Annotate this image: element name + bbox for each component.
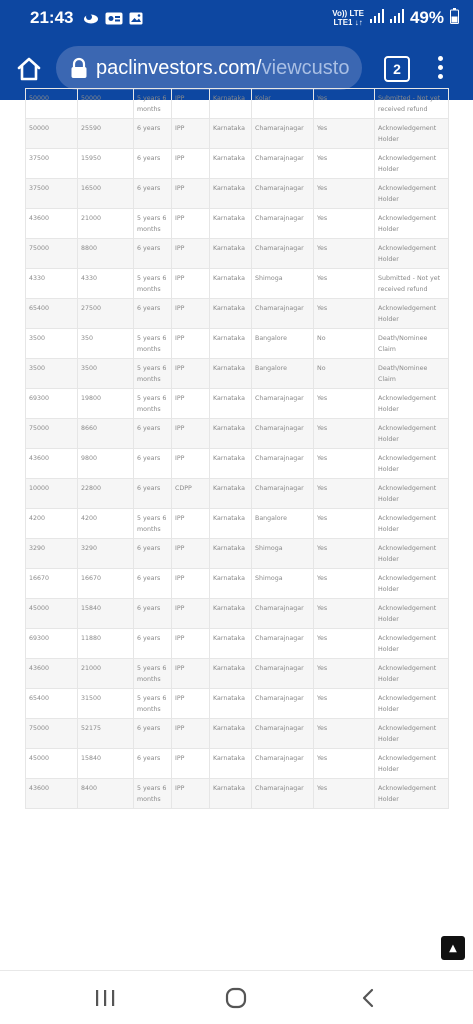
table-cell-col-paid: 21000 [78, 209, 134, 239]
table-cell-col-district: Chamarajnagar [252, 389, 314, 419]
table-cell-col-amount: 50000 [26, 89, 78, 119]
table-cell-col-scheme: IPP [172, 599, 210, 629]
table-row [26, 689, 449, 719]
table-cell-col-term: 5 years 6 months [134, 89, 172, 119]
network-label-top: Vo)) LTE [332, 9, 364, 18]
table-cell-col-term: 6 years [134, 599, 172, 629]
table-cell-col-term: 6 years [134, 119, 172, 149]
back-icon [355, 985, 383, 1011]
table-cell-col-paid: 31500 [78, 689, 134, 719]
table-cell-col-status-flag: Yes [314, 779, 375, 809]
arrow-up-icon: ▲ [449, 942, 457, 954]
signal-icon-2 [390, 9, 404, 28]
table-cell-col-state: Karnataka [210, 509, 252, 539]
table-cell-col-paid: 22800 [78, 479, 134, 509]
back-button[interactable] [355, 985, 383, 1011]
table-cell-col-paid: 4330 [78, 269, 134, 299]
table-cell-col-claim-status: Acknowledgement Holder [375, 539, 449, 569]
table-cell-col-term: 5 years 6 months [134, 359, 172, 389]
table-cell-col-amount: 65400 [26, 299, 78, 329]
table-cell-col-amount: 69300 [26, 629, 78, 659]
table-cell-col-status-flag: Yes [314, 749, 375, 779]
table-cell-col-term: 6 years [134, 629, 172, 659]
table-cell-col-term: 5 years 6 months [134, 689, 172, 719]
table-cell-col-claim-status: Acknowledgement Holder [375, 479, 449, 509]
table-cell-col-amount: 75000 [26, 719, 78, 749]
table-cell-col-status-flag: Yes [314, 629, 375, 659]
table-cell-col-term: 5 years 6 months [134, 779, 172, 809]
table-cell-col-state: Karnataka [210, 389, 252, 419]
table-cell-col-paid: 8800 [78, 239, 134, 269]
table-cell-col-scheme: IPP [172, 209, 210, 239]
table-cell-col-claim-status: Acknowledgement Holder [375, 779, 449, 809]
table-cell-col-claim-status: Acknowledgement Holder [375, 419, 449, 449]
table-cell-col-term: 6 years [134, 569, 172, 599]
table-cell-col-paid: 52175 [78, 719, 134, 749]
table-cell-col-state: Karnataka [210, 359, 252, 389]
table-cell-col-paid: 27500 [78, 299, 134, 329]
table-cell-col-paid: 4200 [78, 509, 134, 539]
page-content [0, 95, 473, 970]
table-row [26, 779, 449, 809]
table-row [26, 269, 449, 299]
url-bar[interactable] [56, 46, 362, 90]
scroll-to-top-button[interactable] [441, 936, 465, 960]
table-cell-col-district: Chamarajnagar [252, 299, 314, 329]
table-cell-col-state: Karnataka [210, 779, 252, 809]
table-cell-col-state: Karnataka [210, 329, 252, 359]
table-cell-col-state: Karnataka [210, 239, 252, 269]
table-cell-col-state: Karnataka [210, 209, 252, 239]
table-cell-col-status-flag: Yes [314, 689, 375, 719]
table-cell-col-scheme: IPP [172, 749, 210, 779]
table-cell-col-claim-status: Acknowledgement Holder [375, 629, 449, 659]
table-cell-col-district: Chamarajnagar [252, 209, 314, 239]
table-cell-col-term: 6 years [134, 749, 172, 779]
table-row [26, 299, 449, 329]
table-cell-col-state: Karnataka [210, 269, 252, 299]
table-cell-col-state: Karnataka [210, 659, 252, 689]
table-cell-col-claim-status: Acknowledgement Holder [375, 509, 449, 539]
overflow-menu-button[interactable] [432, 56, 448, 82]
table-cell-col-status-flag: Yes [314, 599, 375, 629]
table-cell-col-scheme: IPP [172, 299, 210, 329]
table-row [26, 209, 449, 239]
table-cell-col-scheme: IPP [172, 449, 210, 479]
table-cell-col-status-flag: Yes [314, 269, 375, 299]
table-cell-col-claim-status: Death/Nominee Claim [375, 329, 449, 359]
table-cell-col-scheme: IPP [172, 779, 210, 809]
table-cell-col-paid: 19800 [78, 389, 134, 419]
table-row [26, 629, 449, 659]
table-row [26, 569, 449, 599]
table-cell-col-claim-status: Acknowledgement Holder [375, 659, 449, 689]
gallery-icon [129, 12, 143, 25]
table-cell-col-status-flag: Yes [314, 119, 375, 149]
table-cell-col-claim-status: Acknowledgement Holder [375, 179, 449, 209]
table-cell-col-status-flag: Yes [314, 239, 375, 269]
table-cell-col-status-flag: Yes [314, 509, 375, 539]
table-cell-col-scheme: IPP [172, 179, 210, 209]
table-cell-col-term: 5 years 6 months [134, 389, 172, 419]
status-time: 21:43 [30, 8, 74, 27]
table-cell-col-amount: 4330 [26, 269, 78, 299]
table-cell-col-amount: 45000 [26, 749, 78, 779]
table-cell-col-claim-status: Acknowledgement Holder [375, 749, 449, 779]
table-row [26, 719, 449, 749]
table-cell-col-scheme: IPP [172, 149, 210, 179]
table-cell-col-paid: 350 [78, 329, 134, 359]
table-cell-col-amount: 65400 [26, 689, 78, 719]
table-cell-col-term: 5 years 6 months [134, 659, 172, 689]
table-row [26, 149, 449, 179]
table-cell-col-paid: 21000 [78, 659, 134, 689]
table-cell-col-state: Karnataka [210, 419, 252, 449]
table-cell-col-paid: 15840 [78, 749, 134, 779]
table-cell-col-scheme: IPP [172, 509, 210, 539]
table-cell-col-district: Chamarajnagar [252, 689, 314, 719]
table-row [26, 389, 449, 419]
url-path: viewcusto [261, 56, 350, 79]
tab-count: 2 [393, 61, 401, 77]
table-cell-col-status-flag: Yes [314, 149, 375, 179]
table-cell-col-amount: 16670 [26, 569, 78, 599]
table-cell-col-state: Karnataka [210, 599, 252, 629]
navigation-bar [0, 970, 473, 1024]
table-cell-col-amount: 10000 [26, 479, 78, 509]
network-label [332, 9, 364, 27]
table-cell-col-scheme: IPP [172, 119, 210, 149]
table-cell-col-status-flag: Yes [314, 209, 375, 239]
table-cell-col-term: 6 years [134, 239, 172, 269]
table-cell-col-state: Karnataka [210, 569, 252, 599]
table-cell-col-term: 6 years [134, 149, 172, 179]
table-cell-col-term: 6 years [134, 419, 172, 449]
recents-button[interactable] [91, 985, 119, 1011]
table-cell-col-scheme: IPP [172, 269, 210, 299]
network-label-bottom: LTE1 ↓↑ [333, 18, 363, 27]
cloud-icon [83, 12, 99, 24]
table-row [26, 479, 449, 509]
table-cell-col-claim-status: Acknowledgement Holder [375, 149, 449, 179]
table-cell-col-amount: 37500 [26, 149, 78, 179]
home-button[interactable] [14, 54, 44, 84]
table-cell-col-status-flag: Yes [314, 659, 375, 689]
table-cell-col-district: Shimoga [252, 569, 314, 599]
table-cell-col-term: 6 years [134, 719, 172, 749]
table-cell-col-district: Bangalore [252, 359, 314, 389]
table-cell-col-state: Karnataka [210, 479, 252, 509]
table-cell-col-term: 5 years 6 months [134, 269, 172, 299]
table-cell-col-district: Chamarajnagar [252, 629, 314, 659]
status-bar [0, 0, 473, 36]
table-cell-col-claim-status: Acknowledgement Holder [375, 689, 449, 719]
table-cell-col-status-flag: Yes [314, 569, 375, 599]
table-cell-col-paid: 11880 [78, 629, 134, 659]
table-cell-col-scheme: IPP [172, 569, 210, 599]
table-cell-col-claim-status: Acknowledgement Holder [375, 239, 449, 269]
table-row [26, 749, 449, 779]
table-row [26, 539, 449, 569]
home-circle-icon [222, 985, 250, 1011]
home-icon [14, 54, 44, 84]
table-cell-col-district: Chamarajnagar [252, 239, 314, 269]
table-cell-col-amount: 43600 [26, 779, 78, 809]
table-cell-col-district: Chamarajnagar [252, 449, 314, 479]
table-cell-col-state: Karnataka [210, 539, 252, 569]
table-cell-col-district: Chamarajnagar [252, 149, 314, 179]
table-cell-col-term: 6 years [134, 179, 172, 209]
table-cell-col-status-flag: No [314, 359, 375, 389]
table-row [26, 449, 449, 479]
more-vert-icon [432, 56, 448, 79]
table-cell-col-scheme: IPP [172, 239, 210, 269]
table-cell-col-paid: 16500 [78, 179, 134, 209]
table-cell-col-status-flag: Yes [314, 719, 375, 749]
table-cell-col-state: Karnataka [210, 149, 252, 179]
table-cell-col-paid: 25590 [78, 119, 134, 149]
table-cell-col-scheme: IPP [172, 719, 210, 749]
table-cell-col-scheme: IPP [172, 89, 210, 119]
tab-switcher-button[interactable] [384, 56, 410, 82]
table-cell-col-amount: 37500 [26, 179, 78, 209]
table-cell-col-paid: 3290 [78, 539, 134, 569]
table-cell-col-scheme: CDPP [172, 479, 210, 509]
table-cell-col-amount: 43600 [26, 449, 78, 479]
table-cell-col-term: 6 years [134, 479, 172, 509]
table-cell-col-status-flag: Yes [314, 479, 375, 509]
table-cell-col-state: Karnataka [210, 89, 252, 119]
table-cell-col-amount: 4200 [26, 509, 78, 539]
table-row [26, 89, 449, 119]
table-cell-col-claim-status: Death/Nominee Claim [375, 359, 449, 389]
table-cell-col-claim-status: Acknowledgement Holder [375, 389, 449, 419]
table-cell-col-state: Karnataka [210, 689, 252, 719]
table-cell-col-district: Shimoga [252, 539, 314, 569]
table-cell-col-status-flag: Yes [314, 299, 375, 329]
table-cell-col-amount: 43600 [26, 659, 78, 689]
table-cell-col-district: Chamarajnagar [252, 179, 314, 209]
table-cell-col-district: Chamarajnagar [252, 659, 314, 689]
table-cell-col-amount: 3500 [26, 329, 78, 359]
table-cell-col-paid: 8400 [78, 779, 134, 809]
table-cell-col-district: Chamarajnagar [252, 599, 314, 629]
table-cell-col-status-flag: No [314, 329, 375, 359]
table-cell-col-term: 5 years 6 months [134, 509, 172, 539]
url-text [96, 57, 349, 80]
table-cell-col-status-flag: Yes [314, 449, 375, 479]
table-cell-col-status-flag: Yes [314, 419, 375, 449]
table-cell-col-scheme: IPP [172, 419, 210, 449]
table-cell-col-amount: 69300 [26, 389, 78, 419]
table-cell-col-claim-status: Acknowledgement Holder [375, 719, 449, 749]
table-cell-col-paid: 15950 [78, 149, 134, 179]
table-row [26, 359, 449, 389]
notification-icon [105, 12, 123, 25]
table-cell-col-district: Shimoga [252, 269, 314, 299]
battery-level: 49% [409, 8, 444, 27]
table-cell-col-claim-status: Acknowledgement Holder [375, 449, 449, 479]
table-cell-col-paid: 16670 [78, 569, 134, 599]
table-cell-col-amount: 3500 [26, 359, 78, 389]
table-cell-col-paid: 50000 [78, 89, 134, 119]
url-host: paclinvestors.com/ [96, 56, 262, 79]
table-cell-col-term: 5 years 6 months [134, 329, 172, 359]
home-nav-button[interactable] [222, 985, 250, 1011]
table-cell-col-state: Karnataka [210, 119, 252, 149]
lock-icon [70, 57, 88, 79]
table-cell-col-district: Chamarajnagar [252, 749, 314, 779]
table-cell-col-scheme: IPP [172, 539, 210, 569]
table-cell-col-claim-status: Acknowledgement Holder [375, 569, 449, 599]
table-cell-col-claim-status: Acknowledgement Holder [375, 299, 449, 329]
table-cell-col-scheme: IPP [172, 659, 210, 689]
table-cell-col-amount: 75000 [26, 239, 78, 269]
table-cell-col-scheme: IPP [172, 689, 210, 719]
table-cell-col-state: Karnataka [210, 719, 252, 749]
table-cell-col-district: Chamarajnagar [252, 119, 314, 149]
signal-icon [370, 9, 384, 28]
table-cell-col-claim-status: Submitted - Not yet received refund [375, 89, 449, 119]
table-cell-col-district: Chamarajnagar [252, 479, 314, 509]
table-cell-col-district: Chamarajnagar [252, 419, 314, 449]
table-row [26, 419, 449, 449]
table-cell-col-amount: 50000 [26, 119, 78, 149]
table-cell-col-scheme: IPP [172, 359, 210, 389]
table-cell-col-state: Karnataka [210, 299, 252, 329]
table-cell-col-term: 6 years [134, 299, 172, 329]
table-cell-col-status-flag: Yes [314, 179, 375, 209]
table-row [26, 119, 449, 149]
table-cell-col-district: Bangalore [252, 509, 314, 539]
table-cell-col-status-flag: Yes [314, 389, 375, 419]
table-cell-col-district: Kolar [252, 89, 314, 119]
table-cell-col-amount: 3290 [26, 539, 78, 569]
table-cell-col-district: Bangalore [252, 329, 314, 359]
table-cell-col-scheme: IPP [172, 389, 210, 419]
table-cell-col-paid: 15840 [78, 599, 134, 629]
table-cell-col-term: 6 years [134, 539, 172, 569]
table-cell-col-amount: 45000 [26, 599, 78, 629]
table-cell-col-paid: 9800 [78, 449, 134, 479]
table-row [26, 659, 449, 689]
table-cell-col-status-flag: Yes [314, 539, 375, 569]
table-cell-col-claim-status: Submitted - Not yet received refund [375, 269, 449, 299]
investors-table [25, 88, 449, 809]
table-cell-col-state: Karnataka [210, 179, 252, 209]
table-row [26, 599, 449, 629]
table-cell-col-amount: 75000 [26, 419, 78, 449]
table-cell-col-state: Karnataka [210, 629, 252, 659]
table-cell-col-claim-status: Acknowledgement Holder [375, 599, 449, 629]
table-cell-col-scheme: IPP [172, 329, 210, 359]
table-cell-col-scheme: IPP [172, 629, 210, 659]
table-cell-col-term: 5 years 6 months [134, 209, 172, 239]
table-cell-col-state: Karnataka [210, 449, 252, 479]
table-body [26, 89, 449, 809]
table-cell-col-status-flag: Yes [314, 89, 375, 119]
table-cell-col-amount: 43600 [26, 209, 78, 239]
recents-icon [91, 985, 119, 1011]
table-cell-col-term: 6 years [134, 449, 172, 479]
battery-icon [450, 8, 459, 29]
table-cell-col-paid: 8660 [78, 419, 134, 449]
table-cell-col-state: Karnataka [210, 749, 252, 779]
table-row [26, 509, 449, 539]
table-cell-col-claim-status: Acknowledgement Holder [375, 209, 449, 239]
table-cell-col-district: Chamarajnagar [252, 779, 314, 809]
table-row [26, 329, 449, 359]
table-row [26, 179, 449, 209]
table-row [26, 239, 449, 269]
table-cell-col-district: Chamarajnagar [252, 719, 314, 749]
table-cell-col-paid: 3500 [78, 359, 134, 389]
table-cell-col-claim-status: Acknowledgement Holder [375, 119, 449, 149]
